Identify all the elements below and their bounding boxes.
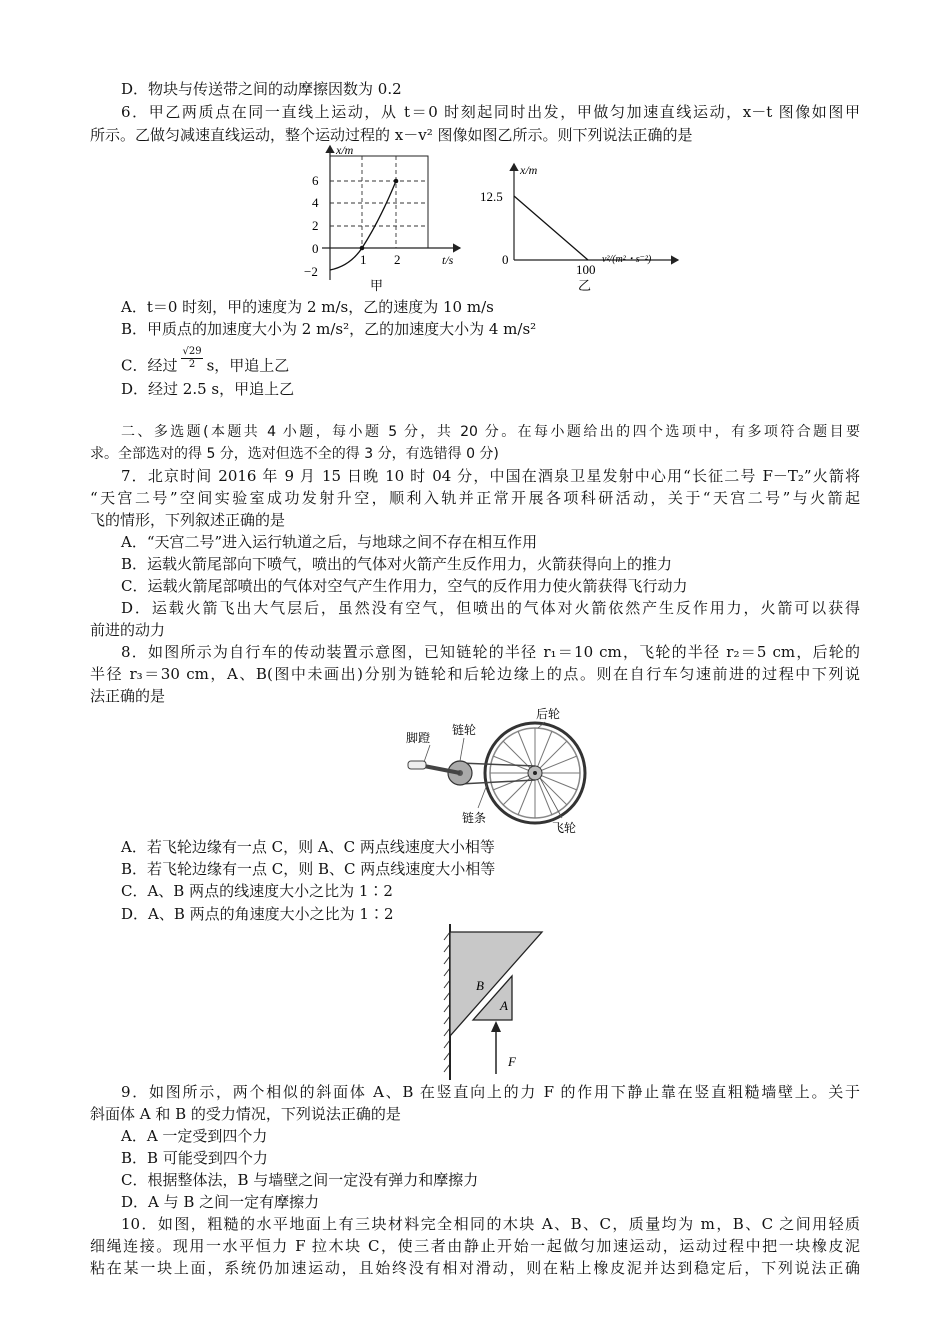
q7-stem-line1: 7．北京时间 2016 年 9 月 15 日晚 10 时 04 分，中国在酒泉卫星发射中心用“长征二号 F－T₂”火箭将 — [121, 467, 860, 485]
yi-caption: 乙 — [578, 278, 592, 293]
q9-option-d: D．A 与 B 之间一定有摩擦力 — [121, 1193, 320, 1211]
label-pedal: 脚蹬 — [406, 731, 431, 745]
q10-stem-line3: 粘在某一块上面，系统仍加速运动，且始终没有相对滑动，则在粘上橡皮泥并达到稳定后，下列说法正确 — [90, 1259, 860, 1277]
q8-stem-line2: 半径 r₃＝30 cm，A、B(图中未画出)分别为链轮和后轮边缘上的点。则在自行车匀速前进的过程中下列说 — [90, 665, 860, 683]
q8-stem-line1: 8．如图所示为自行车的传动装置示意图，已知链轮的半径 r₁＝10 cm，飞轮的半径 r₂＝5 cm，后轮的 — [121, 643, 860, 661]
yi-ylabel: x/m — [520, 163, 538, 177]
q8-stem-line3: 法正确的是 — [90, 687, 166, 705]
q5-option-d: D．物块与传送带之间的动摩擦因数为 0.2 — [121, 80, 402, 98]
q7-stem-line3: 飞的情形，下列叙述正确的是 — [90, 511, 286, 529]
q9-wall-blocks-figure — [440, 924, 560, 1082]
q7-option-d-line2: 前进的动力 — [90, 621, 166, 639]
q7-stem-line2: “天宫二号”空间实验室成功发射升空，顺利入轨并正常开展各项科研活动，关于“天宫二号”与火箭起 — [90, 489, 860, 507]
jia-xtick-2: 2 — [394, 252, 401, 267]
q6-option-c — [121, 346, 290, 379]
q7-option-a: A．“天宫二号”进入运行轨道之后，与地球之间不存在相互作用 — [121, 533, 538, 551]
yi-origin: 0 — [502, 252, 509, 267]
q6-option-c-fraction — [181, 346, 202, 371]
q6-option-d: D．经过 2.5 s，甲追上乙 — [121, 380, 295, 398]
label-block-a: A — [500, 998, 508, 1013]
frac-numerator: √29 — [182, 346, 202, 357]
yi-yval: 12.5 — [480, 189, 503, 204]
jia-xlabel: t/s — [442, 253, 454, 267]
label-chain: 链条 — [462, 811, 487, 825]
q9-option-c: C．根据整体法，B 与墙壁之间一定没有弹力和摩擦力 — [121, 1171, 479, 1189]
frac-denominator: 2 — [188, 359, 196, 370]
q6-option-c-pre: C．经过 — [121, 356, 178, 375]
q9-option-a: A．A 一定受到四个力 — [121, 1127, 268, 1145]
q6-stem-line2: 所示。乙做匀减速直线运动，整个运动过程的 x－v² 图像如图乙所示。则下列说法正确的是 — [90, 126, 693, 144]
label-flywheel: 飞轮 — [552, 821, 577, 835]
q6-option-a: A．t＝0 时刻，甲的速度为 2 m/s，乙的速度为 10 m/s — [121, 298, 494, 316]
q7-option-c: C．运载火箭尾部喷出的气体对空气产生作用力，空气的反作用力使火箭获得飞行动力 — [121, 577, 688, 595]
section2-heading-line2: 求。全部选对的得 5 分，选对但选不全的得 3 分，有选错得 0 分) — [90, 446, 499, 462]
q9-stem-line1: 9．如图所示，两个相似的斜面体 A、B 在竖直向上的力 F 的作用下静止靠在竖直粗糙墙壁上。关于 — [121, 1083, 860, 1101]
jia-ytick-0: 0 — [312, 241, 319, 256]
jia-ytick-neg2: −2 — [304, 264, 318, 279]
jia-ytick-2: 2 — [312, 218, 319, 233]
yi-xval: 100 — [576, 262, 596, 277]
q7-option-b: B．运载火箭尾部向下喷气，喷出的气体对火箭产生反作用力，火箭获得向上的推力 — [121, 555, 673, 573]
label-force: F — [508, 1054, 516, 1069]
q8-option-d: D．A、B 两点的角速度大小之比为 1∶2 — [121, 905, 394, 923]
q10-stem-line2: 细绳连接。现用一水平恒力 F 拉木块 C，使三者由静止开始一起做匀加速运动，运动过程中把一块橡皮泥 — [90, 1237, 860, 1255]
q6-figure-yi — [472, 160, 692, 296]
label-block-b: B — [476, 978, 484, 993]
q9-option-b: B．B 可能受到四个力 — [121, 1149, 268, 1167]
jia-ytick-6: 6 — [312, 173, 319, 188]
q6-stem-line1: 6．甲乙两质点在同一直线上运动，从 t＝0 时刻起同时出发，甲做匀加速直线运动，x－t 图像如图甲 — [121, 103, 860, 121]
q8-option-c: C．A、B 两点的线速度大小之比为 1∶2 — [121, 882, 393, 900]
q8-option-b: B．若飞轮边缘有一点 C，则 B、C 两点线速度大小相等 — [121, 860, 496, 878]
label-rear-wheel: 后轮 — [536, 707, 561, 721]
label-chainring: 链轮 — [452, 723, 477, 737]
q6-option-b: B．甲质点的加速度大小为 2 m/s²，乙的加速度大小为 4 m/s² — [121, 320, 537, 338]
q9-stem-line2: 斜面体 A 和 B 的受力情况，下列说法正确的是 — [90, 1105, 401, 1123]
q7-option-d-line1: D．运载火箭飞出大气层后，虽然没有空气，但喷出的气体对火箭依然产生反作用力，火箭可以获得 — [121, 599, 860, 617]
jia-caption: 甲 — [370, 278, 384, 293]
q6-figure-jia — [300, 142, 470, 294]
jia-xtick-1: 1 — [360, 252, 367, 267]
q10-stem-line1: 10．如图，粗糙的水平地面上有三块材料完全相同的木块 A、B、C，质量均为 m，B、C 之间用轻质 — [121, 1215, 860, 1233]
section2-heading-line1: 二、多选题(本题共 4 小题，每小题 5 分，共 20 分。在每小题给出的四个选项中，有多项符合题目要 — [121, 424, 860, 440]
q8-bicycle-figure — [400, 700, 590, 838]
jia-ytick-4: 4 — [312, 195, 319, 210]
yi-xlabel: v²/(m²・s⁻²) — [602, 254, 652, 265]
jia-ylabel: x/m — [336, 143, 354, 157]
q6-option-c-post: s，甲追上乙 — [206, 356, 290, 375]
q8-option-a: A．若飞轮边缘有一点 C，则 A、C 两点线速度大小相等 — [121, 838, 495, 856]
